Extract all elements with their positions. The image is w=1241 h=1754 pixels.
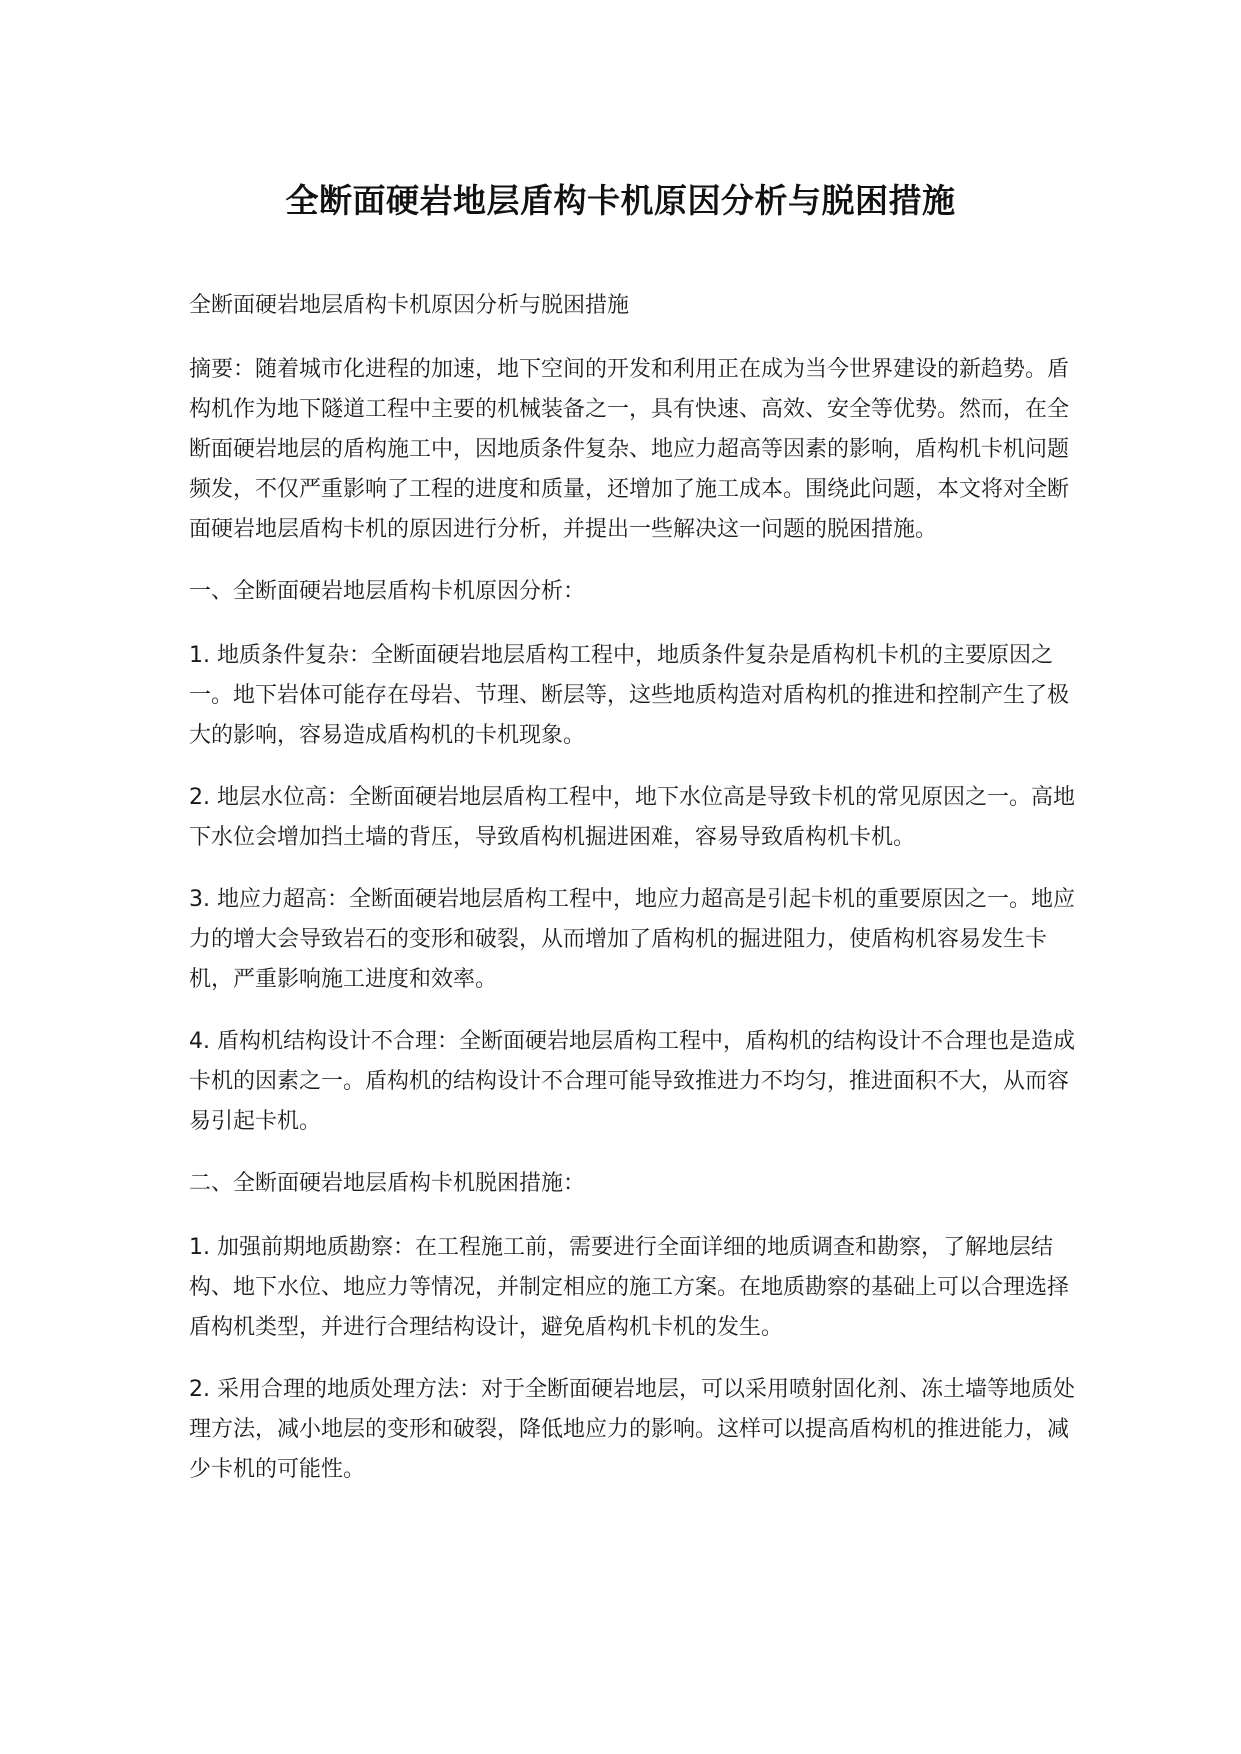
document-subtitle: 全断面硬岩地层盾构卡机原因分析与脱困措施	[189, 293, 630, 318]
cause-item: 2. 地层水位高：全断面硬岩地层盾构工程中，地下水位高是导致卡机的常见原因之一。高地下水位会增加挡土墙的背压，导致盾构机掘进困难，容易导致盾构机卡机。	[189, 785, 1075, 850]
cause-item: 3. 地应力超高：全断面硬岩地层盾构工程中，地应力超高是引起卡机的重要原因之一。地应力的增大会导致岩石的变形和破裂，从而增加了盾构机的掘进阻力，使盾构机容易发生卡机，严重影响施工进度和效率。	[189, 887, 1075, 992]
cause-item: 4. 盾构机结构设计不合理：全断面硬岩地层盾构工程中，盾构机的结构设计不合理也是造成卡机的因素之一。盾构机的结构设计不合理可能导致推进力不均匀，推进面积不大，从而容易引起卡机。	[189, 1029, 1075, 1134]
document-title: 全断面硬岩地层盾构卡机原因分析与脱困措施	[285, 181, 956, 220]
section-heading-measures: 二、全断面硬岩地层盾构卡机脱困措施：	[189, 1171, 586, 1196]
abstract-paragraph: 摘要：随着城市化进程的加速，地下空间的开发和利用正在成为当今世界建设的新趋势。盾构机作为地下隧道工程中主要的机械装备之一，具有快速、高效、安全等优势。然而，在全断面硬岩地层的盾构施工中，因地质条件复杂、地应力超高等因素的影响，盾构机卡机问题频发，不仅严重影响了工程的进度和质量，还增加了施工成本。围绕此问题，本文将对全断面硬岩地层盾构卡机的原因进行分析，并提出一些解决这一问题的脱困措施。	[189, 357, 1070, 542]
cause-item: 1. 地质条件复杂：全断面硬岩地层盾构工程中，地质条件复杂是盾构机卡机的主要原因之一。地下岩体可能存在母岩、节理、断层等，这些地质构造对盾构机的推进和控制产生了极大的影响，容易造成盾构机的卡机现象。	[189, 643, 1070, 748]
measure-item: 1. 加强前期地质勘察：在工程施工前，需要进行全面详细的地质调查和勘察，了解地层结构、地下水位、地应力等情况，并制定相应的施工方案。在地质勘察的基础上可以合理选择盾构机类型，并进行合理结构设计，避免盾构机卡机的发生。	[189, 1235, 1070, 1340]
section-heading-causes: 一、全断面硬岩地层盾构卡机原因分析：	[189, 579, 586, 604]
measure-item: 2. 采用合理的地质处理方法：对于全断面硬岩地层，可以采用喷射固化剂、冻土墙等地质处理方法，减小地层的变形和破裂，降低地应力的影响。这样可以提高盾构机的推进能力，减少卡机的可能性。	[189, 1377, 1075, 1482]
document-body	[189, 286, 1079, 1512]
